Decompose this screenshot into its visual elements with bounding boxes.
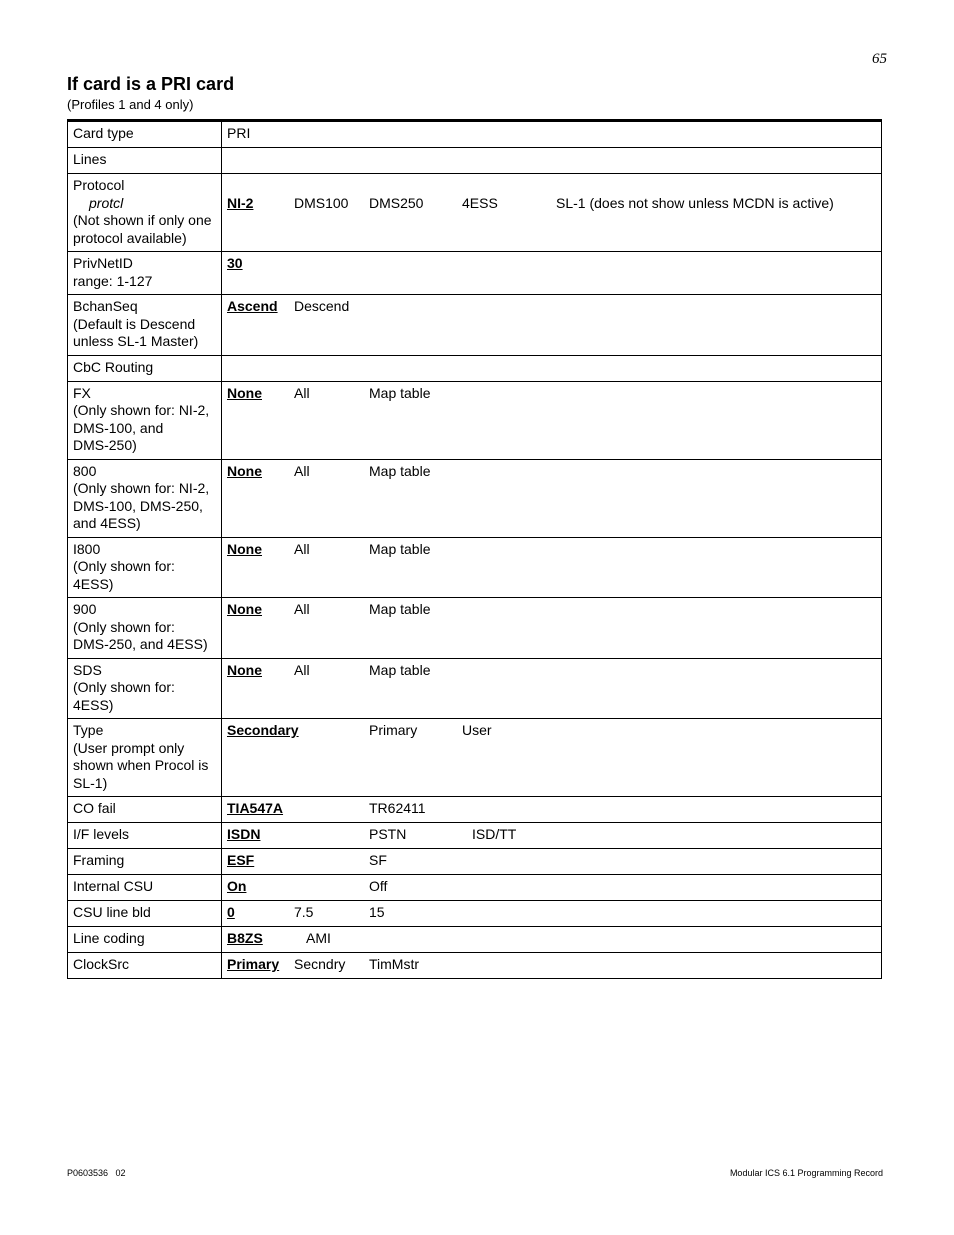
table-row [68,459,882,537]
document-title: Modular ICS 6.1 Programming Record [729,1168,883,1178]
default-option: On [227,878,247,894]
option: SL-1 (does not show unless MCDN is active) [556,194,834,211]
setting-note: SL-1) [73,774,108,791]
setting-note: range: 1-127 [73,272,153,289]
setting-label-cell [68,849,222,875]
setting-options-cell [222,252,882,295]
setting-options-cell [222,953,882,979]
setting-name: Protocol [73,177,125,193]
setting-label-cell [68,598,222,659]
table-row [68,148,882,174]
option: Map table [369,661,431,678]
setting-note: DMS-250) [73,437,137,453]
setting-label-cell [68,901,222,927]
option-list [227,800,876,818]
setting-note: 4ESS) [73,696,114,713]
setting-options-cell [222,121,882,148]
option: All [294,384,310,401]
option: Map table [369,540,431,557]
setting-options-cell [222,598,882,659]
setting-label-cell [68,658,222,719]
setting-label-cell [68,459,222,537]
setting-note: (Only shown for: [73,618,175,635]
setting-label-cell [68,295,222,356]
setting-note: DMS-250, and 4ESS) [73,636,208,652]
setting-label-cell [68,953,222,979]
option: TimMstr [369,956,420,972]
option: All [294,540,310,557]
setting-name: Internal CSU [73,878,154,894]
default-option: 30 [227,255,243,271]
setting-options-cell [222,901,882,927]
option: Map table [369,601,431,617]
setting-options-cell [222,148,882,174]
setting-name: Lines [73,151,107,167]
table-row [68,121,882,148]
setting-name: Framing [73,852,125,868]
setting-label-cell [68,381,222,459]
table-row [68,719,882,797]
setting-options-cell [222,295,882,356]
setting-name: BchanSeq [73,298,138,314]
default-option: ISDN [227,826,261,842]
setting-label-cell [68,355,222,381]
table-row [68,797,882,823]
setting-options-cell [222,174,882,252]
setting-options-cell [222,797,882,823]
option-list [227,385,876,403]
option: All [294,462,310,479]
option-list [227,541,876,559]
option-list [227,125,876,143]
table-row [68,658,882,719]
setting-options-cell [222,381,882,459]
setting-label-cell [68,823,222,849]
option-list [227,662,876,680]
pri-card-settings-table [67,119,882,979]
setting-label-cell [68,927,222,953]
default-option: Primary [227,956,280,972]
option-list [227,930,876,948]
option: Secndry [294,956,346,972]
setting-name: Type [73,722,104,738]
setting-name: 900 [73,601,97,617]
option-list [227,255,876,273]
default-option: None [227,384,262,401]
setting-label-cell [68,148,222,174]
option: PRI [227,125,251,141]
setting-note: (Only shown for: [73,679,175,695]
default-option: None [227,462,262,479]
table-row [68,927,882,953]
option: All [294,601,310,617]
default-option: None [227,661,262,678]
setting-options-cell [222,719,882,797]
option: Primary [369,722,418,738]
setting-note: protocol available) [73,229,187,246]
option: ISD/TT [472,826,517,842]
option: SF [369,852,387,868]
setting-options-cell [222,875,882,901]
setting-options-cell [222,537,882,598]
setting-note: (Only shown for: NI-2, [73,480,210,496]
setting-note: (User prompt only [73,739,185,756]
table-row [68,953,882,979]
setting-name: I800 [73,540,101,557]
option-list [227,151,876,169]
setting-options-cell [222,658,882,719]
option: All [294,661,310,678]
option-list [227,195,876,213]
page-number: 65 [872,51,887,67]
table-row [68,598,882,659]
option-list [227,956,876,974]
setting-note: 4ESS) [73,575,114,592]
option-list [227,878,876,896]
option-list [227,359,876,377]
default-option: NI-2 [227,194,254,211]
setting-name: CbC Routing [73,358,154,375]
table-row [68,295,882,356]
setting-name: I/F levels [73,826,130,842]
option: 4ESS [462,194,498,211]
default-option: 0 [227,904,235,920]
option: User [462,722,492,738]
option-list [227,826,876,844]
setting-label-cell [68,797,222,823]
table-row [68,849,882,875]
option-list [227,298,876,316]
option-list [227,463,876,481]
option: TR62411 [369,800,426,816]
setting-note: protcl [89,194,124,211]
option: DMS250 [369,194,424,211]
table-row [68,537,882,598]
setting-name: Card type [73,125,134,141]
setting-note: (Default is Descend [73,315,196,332]
option-list [227,852,876,870]
setting-label-cell [68,537,222,598]
table-row [68,174,882,252]
table-row [68,252,882,295]
option-list [227,601,876,619]
table-row [68,355,882,381]
setting-name: CSU line bld [73,904,151,920]
setting-name: Line coding [73,930,145,946]
default-option: TIA547A [227,800,284,816]
option: Map table [369,462,431,479]
setting-label-cell [68,719,222,797]
setting-note: (Only shown for: NI-2, [73,402,210,418]
table-row [68,901,882,927]
option: DMS100 [294,194,349,211]
setting-name: SDS [73,661,102,678]
setting-options-cell [222,355,882,381]
setting-name: PrivNetID [73,255,133,271]
option: 7.5 [294,904,314,920]
option: 15 [369,904,385,920]
setting-note: and 4ESS) [73,515,141,531]
setting-label-cell [68,174,222,252]
option: Descend [294,298,350,314]
option-list [227,904,876,922]
default-option: B8ZS [227,930,263,946]
setting-note: shown when Procol is [73,757,209,773]
setting-options-cell [222,849,882,875]
default-option: Secondary [227,722,299,738]
option: Off [369,878,388,894]
table-row [68,381,882,459]
setting-label-cell [68,875,222,901]
option: Map table [369,384,431,401]
document-number: P0603536 02 [67,1168,126,1178]
default-option: ESF [227,852,255,868]
setting-options-cell [222,927,882,953]
setting-options-cell [222,823,882,849]
default-option: Ascend [227,298,278,314]
option: AMI [306,930,331,946]
setting-note: (Not shown if only one [73,212,212,228]
setting-options-cell [222,459,882,537]
setting-note: unless SL-1 Master) [73,333,199,349]
table-row [68,823,882,849]
setting-note: (Only shown for: [73,558,175,574]
option-list [227,722,876,740]
default-option: None [227,540,262,557]
setting-name: FX [73,384,91,401]
setting-label-cell [68,121,222,148]
setting-label-cell [68,252,222,295]
default-option: None [227,601,262,617]
setting-name: 800 [73,462,97,479]
setting-note: DMS-100, and [73,419,164,436]
option: PSTN [369,826,407,842]
setting-name: ClockSrc [73,956,130,972]
setting-note: DMS-100, DMS-250, [73,497,203,514]
section-subtitle: (Profiles 1 and 4 only) [67,97,194,112]
section-title: If card is a PRI card [67,74,235,94]
setting-name: CO fail [73,800,116,816]
table-row [68,875,882,901]
